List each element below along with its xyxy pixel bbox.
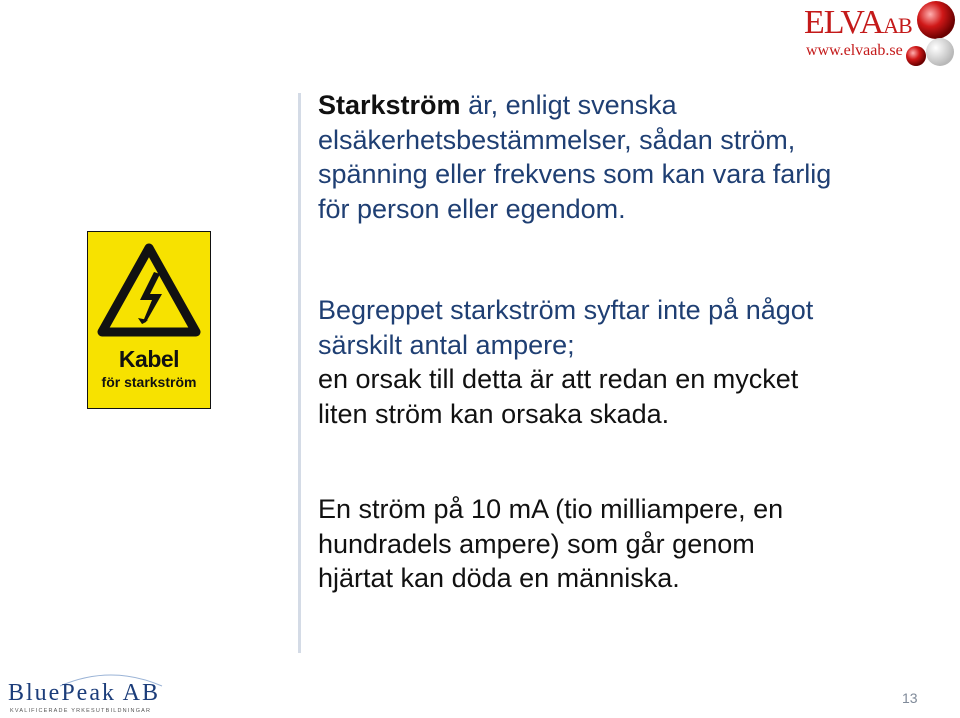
elva-brand-suffix: AB <box>883 13 912 38</box>
elva-logo <box>792 0 960 70</box>
elva-brand: ELVA <box>804 4 884 41</box>
page-number: 13 <box>902 690 918 706</box>
sign-subtitle: för starkström <box>101 374 197 390</box>
high-voltage-sign <box>87 231 211 409</box>
bluepeak-tagline: KVALIFICERADE YRKESUTBILDNINGAR <box>10 708 152 714</box>
elva-url: www.elvaab.se <box>806 42 903 59</box>
vertical-divider <box>298 93 301 653</box>
definition-paragraph: Starkström är, enligt svenska elsäkerhetsbestämmelser, sådan ström, spänning eller frekvens som kan vara farlig för person eller egendom. <box>318 90 832 224</box>
bluepeak-logo <box>8 668 168 718</box>
ampere-paragraph: Begreppet starkström syftar inte på något särskilt antal ampere; en orsak till detta är att redan en mycket liten ström kan orsaka skada. <box>318 295 814 429</box>
elva-spheres-icon <box>902 0 960 70</box>
sign-title: Kabel <box>118 346 180 372</box>
lightning-warning-icon <box>96 242 202 342</box>
term-starkstrom: Starkström <box>318 90 461 120</box>
heart-danger-paragraph: En ström på 10 mA (tio milliampere, en hundradels ampere) som går genom hjärtat kan döda en människa. <box>318 494 784 593</box>
bluepeak-name: BluePeak AB <box>8 680 160 706</box>
